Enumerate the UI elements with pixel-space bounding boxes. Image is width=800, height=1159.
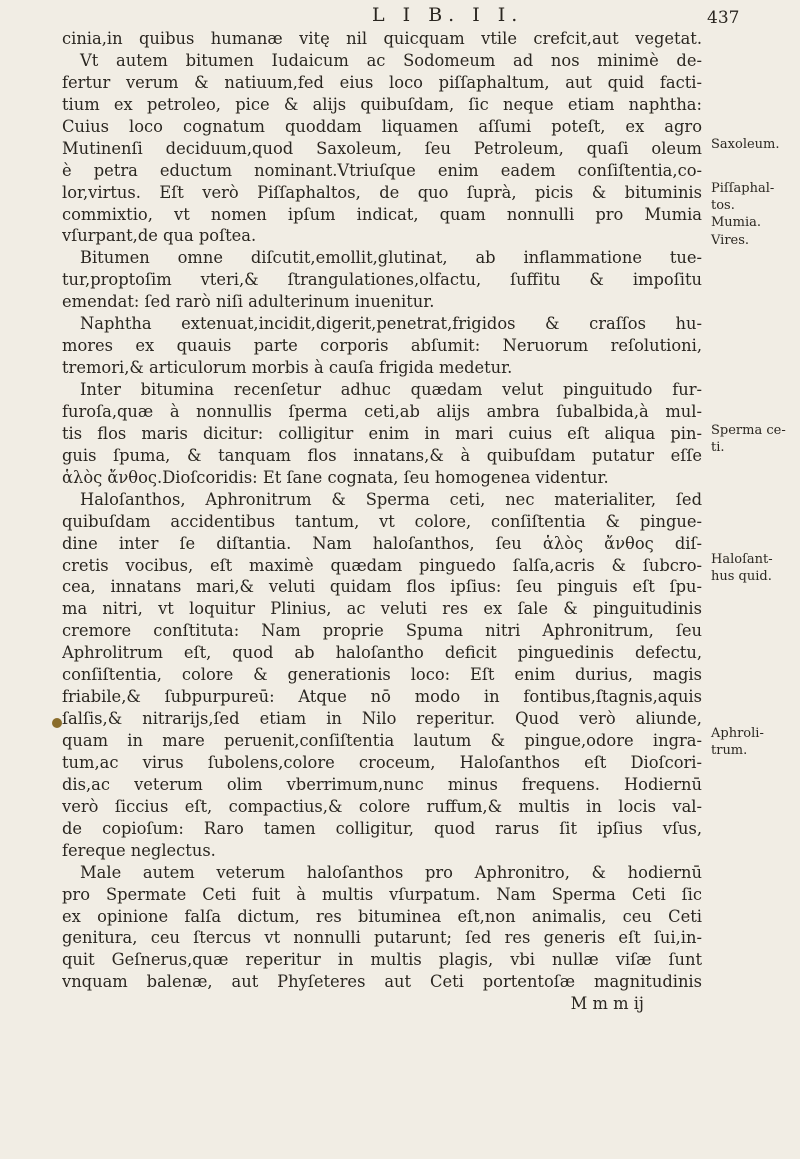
text-line: Cuius loco cognatum quoddam liquamen aſſumi poteſt, ex agro <box>62 116 702 136</box>
text-line: commixtio, vt nomen ipſum indicat, quam nonnulli pro Mumia <box>62 204 702 224</box>
text-line: dine inter ſe diſtantia. Nam haloſanthos, ſeu ἁλὸς ἄνθος diſ- <box>62 533 702 553</box>
text-line: Bitumen omne diſcutit,emollit,glutinat, ab inflammatione tue- <box>80 248 702 268</box>
text-line: tium ex petroleo, pice & alijs quibuſdam, ſic neque etiam naphtha: <box>62 94 702 114</box>
text-line: de copioſum: Raro tamen colligitur, quod rarus ſit ipſius vſus, <box>62 818 702 838</box>
text-line: tur,proptoſim vteri,& ſtrangulationes,olfactu, ſuffitu & impoſitu <box>62 270 702 290</box>
text-line: cea, innatans mari,& veluti quidam flos ipſius: ſeu pinguis eſt ſpu- <box>62 577 702 597</box>
margin-note-halosanthus-cont: hus quid. <box>711 569 772 584</box>
text-line: friabile,& ſubpurpureū: Atque nō modo in fontibus,ſtagnis,aquis <box>62 687 702 707</box>
running-header <box>0 4 800 28</box>
text-line: tis flos maris dicitur: colligitur enim in mari cuius eſt aliqua pin- <box>62 423 702 443</box>
text-line: mores ex quauis parte corporis abſumit: Neruorum reſolutioni, <box>62 336 702 356</box>
text-line: quam in mare peruenit,conſiſtentia lautum & pingue,odore ingra- <box>62 731 702 750</box>
text-line: lor,virtus. Eſt verò Piſſaphaltos, de quo ſuprà, picis & bituminis <box>62 182 702 202</box>
margin-note-sperma-ceti: Sperma ce- <box>711 423 786 438</box>
text-line: vſurpant,de qua poſtea. <box>62 226 257 246</box>
text-line: quibuſdam accidentibus tantum, vt colore, conſiſtentia & pingue- <box>62 511 702 531</box>
text-line: Mutinenſi deciduum,quod Saxoleum, ſeu Petroleum, quaſi oleum <box>62 138 702 158</box>
signature-mark: M m m ij <box>570 994 644 1014</box>
text-line: Aphrolitrum eſt, quod ab haloſantho deficit pinguedinis defectu, <box>62 643 702 663</box>
margin-ornament <box>52 718 62 728</box>
text-line: Naphtha extenuat,incidit,digerit,penetrat,frigidos & craſſos hu- <box>80 314 702 334</box>
margin-note-mumia: Mumia. <box>711 215 762 230</box>
page-number: 437 <box>707 8 740 28</box>
book-section-label: L I B. I I. <box>372 4 524 26</box>
margin-note-halosanthus: Haloſant- <box>711 552 773 567</box>
margin-note-pissaphaltos: Piſſaphal- <box>711 181 775 196</box>
text-line: quit Geſnerus,quæ reperitur in multis plagis, vbi nullæ viſæ ſunt <box>62 950 702 970</box>
text-line: fereque neglectus. <box>62 840 216 860</box>
text-line: furoſa,quæ à nonnullis ſperma ceti,ab alijs ambra ſubalbida,à mul- <box>62 401 702 421</box>
text-line: è petra eductum nominant.Vtriuſque enim eadem conſiſtentia,co- <box>62 160 702 180</box>
text-line: verò ſiccius eſt, compactius,& colore ruffum,& multis in locis val- <box>62 796 702 816</box>
text-line: ma nitri, vt loquitur Plinius, ac veluti res ex ſale & pinguitudinis <box>62 599 702 619</box>
text-line: conſiſtentia, colore & generationis loco: Eſt enim durius, magis <box>62 665 702 685</box>
margin-note-aphrolitrum-cont: trum. <box>711 743 748 758</box>
body-text <box>62 28 702 1015</box>
text-line: guis ſpuma, & tanquam flos innatans,& à quibuſdam putatur eſſe <box>62 445 702 465</box>
margin-note-aphrolitrum: Aphroli- <box>711 726 764 741</box>
text-line: vnquam balenæ, aut Phyſeteres aut Ceti portentoſæ magnitudinis <box>62 972 702 992</box>
text-line: pro Spermate Ceti fuit à multis vſurpatum. Nam Sperma Ceti ſic <box>62 884 702 904</box>
margin-note-saxoleum: Saxoleum. <box>711 137 780 152</box>
text-line: ἁλὸς ἄνθος.Dioſcoridis: Et ſane cognata, ſeu homogenea videntur. <box>62 467 609 487</box>
text-line: Haloſanthos, Aphronitrum & Sperma ceti, nec materialiter, ſed <box>80 489 702 509</box>
text-line: ſalſis,& nitrarijs,ſed etiam in Nilo reperitur. Quod verò aliunde, <box>62 709 702 729</box>
text-line: tum,ac virus ſubolens,colore croceum, Haloſanthos eſt Dioſcori- <box>62 752 702 772</box>
text-line: dis,ac veterum olim vberrimum,nunc minus frequens. Hodiernū <box>62 774 702 794</box>
text-line: ex opinione falſa dictum, res bituminea eſt,non animalis, ceu Ceti <box>62 906 702 926</box>
text-line: Male autem veterum haloſanthos pro Aphronitro, & hodiernū <box>80 862 702 882</box>
text-line: cinia,in quibus humanæ vitę nil quicquam vtile crefcit,aut vegetat. <box>62 29 702 48</box>
text-line: tremori,& articulorum morbis à cauſa frigida medetur. <box>62 358 513 378</box>
margin-note-sperma-ceti-cont: ti. <box>711 440 725 455</box>
margin-note-vires: Vires. <box>711 233 750 248</box>
text-line: Inter bitumina recenſetur adhuc quædam velut pinguitudo fur- <box>80 380 702 399</box>
text-line: cremore conſtituta: Nam proprie Spuma nitri Aphronitrum, ſeu <box>62 621 702 641</box>
text-line: Vt autem bitumen Iudaicum ac Sodomeum ad nos minimè de- <box>80 50 702 70</box>
margin-note-pissaphaltos-cont: tos. <box>711 198 735 213</box>
text-line: emendat: ſed rarò niſi adulterinum inuenitur. <box>62 292 435 312</box>
text-line: fertur verum & natiuum,fed eius loco piſſaphaltum, aut quid facti- <box>62 72 702 92</box>
text-line: cretis vocibus, eſt maximè quædam pinguedo ſalſa,acris & ſubcro- <box>62 555 702 575</box>
text-line: genitura, ceu ſtercus vt nonnulli putarunt; ſed res generis eſt ſui,in- <box>62 928 702 948</box>
